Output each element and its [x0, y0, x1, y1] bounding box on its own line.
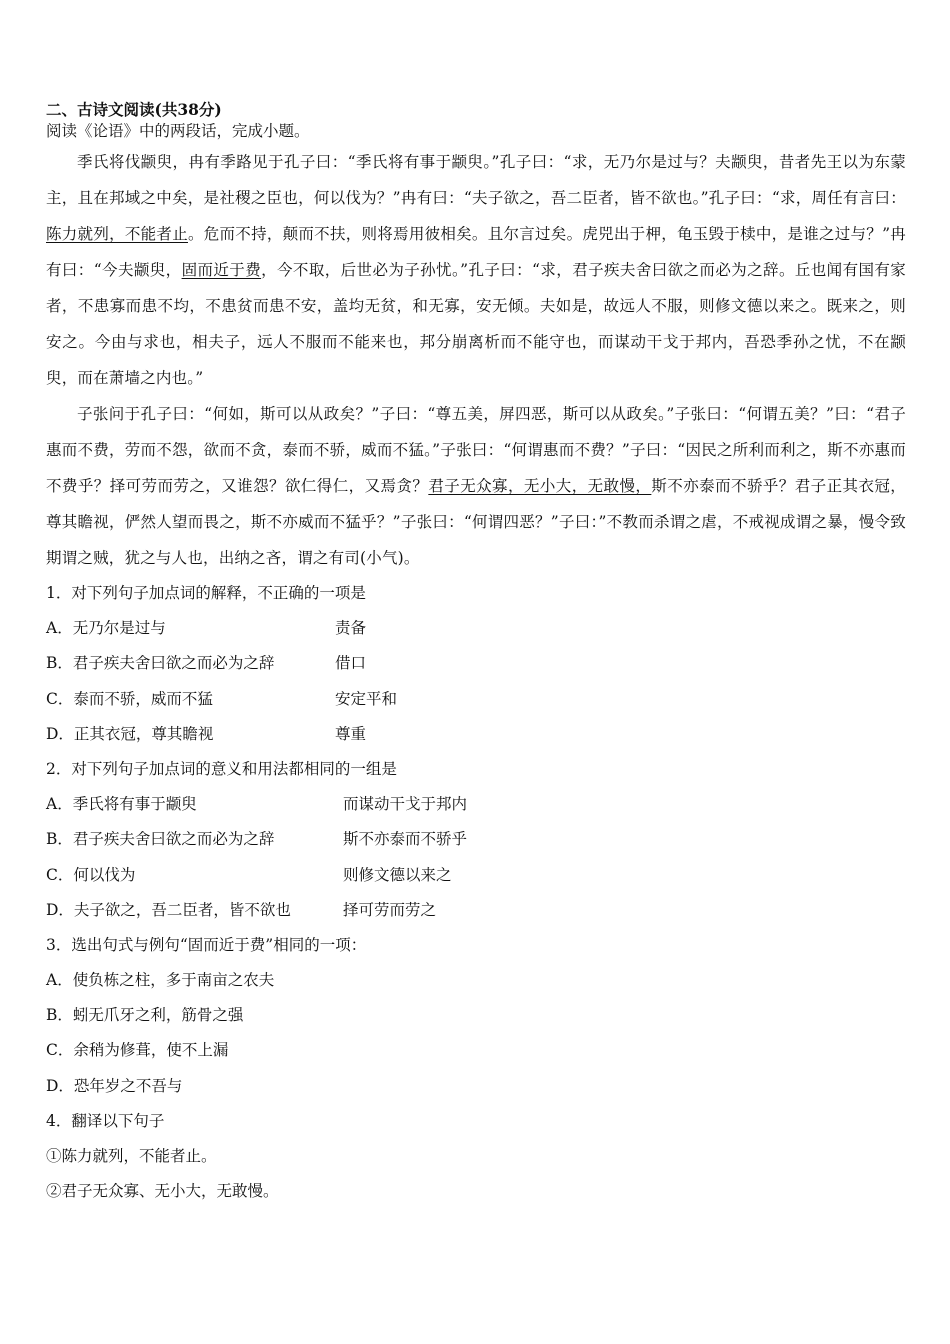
option-gloss: 则修文德以来之	[343, 865, 452, 884]
question-1-stem: 1．对下列句子加点词的解释，不正确的一项是	[46, 584, 366, 602]
passage-1-text-c: ，今不取，后世必为子孙忧。”孔子曰：“求，君子疾夫舍曰欲之而必为之辞。丘也闻有国有家者，不患寡而患不均，不患贫而患不安，盖均无贫，和无寡，安无倾。夫如是，故远人不服，则修文德以来之。既来之，则安之。今由与求也，相夫子，远人不服而不能来也，邦分崩离析而不能守也，而谋动干戈于邦内，吾恐季孙之忧，不在颛臾，而在萧墙之内也。”	[46, 261, 906, 387]
question-2-option-c	[46, 858, 906, 893]
question-2-option-a	[46, 787, 906, 822]
option-gloss: 而谋动干戈于邦内	[343, 795, 468, 814]
question-3-option-a: A．使负栋之柱，多于南亩之农夫	[46, 971, 275, 990]
option-gloss: 尊重	[335, 724, 367, 743]
passage-2-text-a: 子张问于孔子曰：“何如，斯可以从政矣？”子曰：“尊五美，屏四恶，斯可以从政矣。”子张曰：“何谓五美？”曰：“君子惠而不费，劳而不怨，欲而不贪，泰而不骄，威而不猛。”子张曰：“何谓惠而不费？”子曰：“因民之所利而利之，斯不亦惠而不费乎？择可劳而劳之，又谁怨？欲仁得仁，又焉贪？	[46, 405, 906, 495]
option-gloss: 择可劳而劳之	[343, 900, 437, 919]
question-1-option-b	[46, 646, 906, 681]
option-gloss: 斯不亦泰而不骄乎	[343, 830, 468, 849]
question-4-stem: 4．翻译以下句子	[46, 1111, 165, 1130]
option-label: D．正其衣冠，尊其瞻视	[46, 724, 214, 743]
option-label: C．泰而不骄，威而不猛	[46, 689, 213, 708]
question-2-stem: 2．对下列句子加点词的意义和用法都相同的一组是	[46, 759, 397, 778]
option-gloss: 安定平和	[335, 689, 398, 708]
question-2-option-b	[46, 822, 906, 857]
question-4-item-2: ②君子无众寡、无小大，无敢慢。	[46, 1182, 279, 1201]
passage-2-underline-1: 君子无众寡，无小大，无敢慢，	[428, 477, 652, 495]
question-3-option-b: B．蚓无爪牙之利，筋骨之强	[46, 1006, 244, 1025]
passage-2-text-b: 斯不亦泰而不骄乎？君子正其衣冠，尊其瞻视，俨然人望而畏之，斯不亦威而不猛乎？”子张曰：“何谓四恶？”子曰：”不教而杀谓之虐，不戒视成谓之暴，慢令致期谓之贼，犹之与人也，出纳之吝，谓之有司(小气)。	[46, 477, 907, 567]
question-1-option-d	[46, 717, 906, 752]
question-1-option-a	[46, 611, 906, 646]
option-label: C．何以伐为	[46, 865, 136, 884]
document-page	[46, 100, 906, 1209]
passage-1-text-a: 季氏将伐颛臾，冉有季路见于孔子曰：“季氏将有事于颛臾。”孔子曰：“求，无乃尔是过与？夫颛臾，昔者先王以为东蒙主，且在邦域之中矣，是社稷之臣也，何以伐为？”冉有曰：“夫子欲之，吾二臣者，皆不欲也。”孔子曰：“求，周任有言曰：	[46, 153, 906, 207]
question-4-item-1: ①陈力就列，不能者止。	[46, 1147, 217, 1165]
question-3-option-d: D．恐年岁之不吾与	[46, 1076, 183, 1095]
option-label: B．君子疾夫舍曰欲之而必为之辞	[46, 830, 275, 849]
option-label: D．夫子欲之，吾二臣者，皆不欲也	[46, 900, 291, 919]
question-2-option-d	[46, 893, 906, 928]
passage-2	[46, 396, 906, 576]
passage-1-underline-1: 陈力就列，不能者止	[46, 225, 188, 243]
passage-1	[46, 144, 906, 396]
question-1-option-c	[46, 682, 906, 717]
option-label: A．无乃尔是过与	[46, 619, 166, 638]
question-3-option-c: C．余稍为修葺，使不上漏	[46, 1041, 229, 1060]
passage-1-text-b: 。危而不持，颠而不扶，则将焉用彼相矣。且尔言过矣。虎兕出于柙，龟玉毁于椟中，是谁之过与？”冉有曰：“今夫颛臾，	[46, 225, 906, 279]
section-title: 二、古诗文阅读(共38分)	[46, 100, 222, 119]
passage-1-underline-2: 固而近于费	[181, 261, 262, 279]
question-3-stem: 3．选出句式与例句“固而近于费”相同的一项：	[46, 935, 367, 954]
reading-instruction: 阅读《论语》中的两段话，完成小题。	[46, 122, 310, 140]
option-gloss: 借口	[335, 654, 367, 673]
option-label: A．季氏将有事于颛臾	[46, 795, 197, 814]
option-label: B．君子疾夫舍曰欲之而必为之辞	[46, 654, 275, 673]
option-gloss: 责备	[335, 619, 367, 638]
